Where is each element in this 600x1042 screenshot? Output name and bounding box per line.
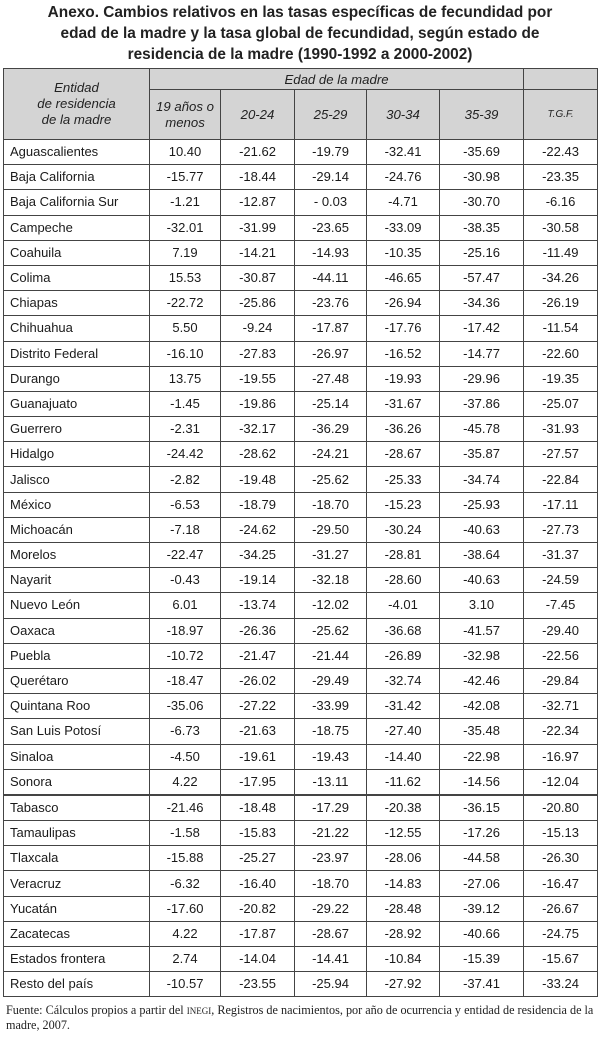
state-name-cell: Guerrero [4,417,150,442]
rate-change-cell: -16.52 [367,341,440,366]
state-name-cell: Coahuila [4,240,150,265]
age-header-line-1: 19 años o [156,98,214,114]
rate-change-cell: -10.72 [150,643,221,668]
table-row [4,719,598,744]
tgf-value-cell: -23.35 [524,165,598,190]
state-name-cell: Colima [4,265,150,290]
rate-change-cell: -32.01 [150,215,221,240]
tgf-value-cell: -24.75 [524,921,598,946]
age-header-35-39: 35-39 [440,90,524,140]
rate-change-cell: -30.87 [221,265,295,290]
rate-change-cell: -19.61 [221,744,295,769]
rate-change-cell: -25.33 [367,467,440,492]
rate-change-cell: -6.53 [150,492,221,517]
rate-change-cell: -10.84 [367,947,440,972]
rate-change-cell: -57.47 [440,265,524,290]
title-line-3: residencia de la madre (1990-1992 a 2000-2002) [127,46,473,63]
rate-change-cell: -11.62 [367,769,440,795]
rate-change-cell: -23.65 [295,215,367,240]
rate-change-cell: -14.56 [440,769,524,795]
tgf-value-cell: -11.54 [524,316,598,341]
tgf-header-top [524,69,598,90]
state-name-cell: Morelos [4,543,150,568]
rate-change-cell: -27.06 [440,871,524,896]
rate-change-cell: -29.49 [295,668,367,693]
rate-change-cell: -24.21 [295,442,367,467]
rate-change-cell: 6.01 [150,593,221,618]
source-agency: inegi [186,1003,212,1017]
entity-header-line-3: de la madre [41,112,112,127]
rate-change-cell: -12.87 [221,190,295,215]
rate-change-cell: 10.40 [150,140,221,165]
rate-change-cell: -2.82 [150,467,221,492]
tgf-value-cell: -29.84 [524,668,598,693]
rate-change-cell: 13.75 [150,366,221,391]
rate-change-cell: -42.08 [440,694,524,719]
rate-change-cell: -20.38 [367,795,440,821]
rate-change-cell: -28.92 [367,921,440,946]
table-row [4,492,598,517]
tgf-value-cell: -22.60 [524,341,598,366]
rate-change-cell: 4.22 [150,769,221,795]
rate-change-cell: -7.18 [150,517,221,542]
tgf-value-cell: -20.80 [524,795,598,821]
rate-change-cell: -14.93 [295,240,367,265]
rate-change-cell: -38.35 [440,215,524,240]
tgf-value-cell: -32.71 [524,694,598,719]
state-name-cell: Campeche [4,215,150,240]
rate-change-cell: -26.36 [221,618,295,643]
table-row [4,947,598,972]
table-row [4,896,598,921]
rate-change-cell: -17.95 [221,769,295,795]
table-row [4,240,598,265]
rate-change-cell: -21.63 [221,719,295,744]
rate-change-cell: -26.94 [367,291,440,316]
state-name-cell: San Luis Potosí [4,719,150,744]
table-row [4,517,598,542]
state-name-cell: Oaxaca [4,618,150,643]
rate-change-cell: -21.62 [221,140,295,165]
rate-change-cell: -27.92 [367,972,440,997]
rate-change-cell: -40.66 [440,921,524,946]
rate-change-cell: -32.17 [221,417,295,442]
rate-change-cell: -25.27 [221,846,295,871]
rate-change-cell: -26.97 [295,341,367,366]
tgf-value-cell: -6.16 [524,190,598,215]
rate-change-cell: -15.83 [221,821,295,846]
rate-change-cell: -34.25 [221,543,295,568]
rate-change-cell: -20.82 [221,896,295,921]
rate-change-cell: -22.47 [150,543,221,568]
rate-change-cell: -28.48 [367,896,440,921]
tgf-header: T.G.F. [524,90,598,140]
table-body [4,140,598,997]
state-name-cell: Guanajuato [4,391,150,416]
rate-change-cell: -15.39 [440,947,524,972]
rate-change-cell: -24.42 [150,442,221,467]
rate-change-cell: -28.81 [367,543,440,568]
rate-change-cell: -32.41 [367,140,440,165]
rate-change-cell: 5.50 [150,316,221,341]
rate-change-cell: - 0.03 [295,190,367,215]
rate-change-cell: -4.71 [367,190,440,215]
rate-change-cell: -17.26 [440,821,524,846]
rate-change-cell: -28.67 [367,442,440,467]
rate-change-cell: 15.53 [150,265,221,290]
rate-change-cell: -18.47 [150,668,221,693]
rate-change-cell: -13.74 [221,593,295,618]
rate-change-cell: -32.18 [295,568,367,593]
state-name-cell: Quintana Roo [4,694,150,719]
title-line-1: Anexo. Cambios relativos en las tasas específicas de fecundidad por [47,4,553,21]
table-row [4,366,598,391]
rate-change-cell: -31.42 [367,694,440,719]
rate-change-cell: -19.48 [221,467,295,492]
title-line-2: edad de la madre y la tasa global de fecundidad, según estado de [60,25,540,42]
rate-change-cell: -45.78 [440,417,524,442]
rate-change-cell: -19.93 [367,366,440,391]
rate-change-cell: -15.88 [150,846,221,871]
tgf-value-cell: -31.37 [524,543,598,568]
rate-change-cell: -16.40 [221,871,295,896]
table-row [4,165,598,190]
tgf-value-cell: -27.73 [524,517,598,542]
rate-change-cell: -38.64 [440,543,524,568]
entity-header-line-2: de residencia [37,96,116,111]
rate-change-cell: -29.50 [295,517,367,542]
rate-change-cell: -19.86 [221,391,295,416]
rate-change-cell: 3.10 [440,593,524,618]
state-name-cell: Tabasco [4,795,150,821]
rate-change-cell: -27.22 [221,694,295,719]
tgf-value-cell: -24.59 [524,568,598,593]
tgf-value-cell: -26.19 [524,291,598,316]
rate-change-cell: -15.77 [150,165,221,190]
rate-change-cell: -25.16 [440,240,524,265]
table-row [4,846,598,871]
table-row [4,215,598,240]
rate-change-cell: -4.50 [150,744,221,769]
rate-change-cell: -23.76 [295,291,367,316]
rate-change-cell: -42.46 [440,668,524,693]
table-row [4,795,598,821]
rate-change-cell: -28.60 [367,568,440,593]
tgf-value-cell: -27.57 [524,442,598,467]
tgf-value-cell: -22.34 [524,719,598,744]
tgf-value-cell: -16.97 [524,744,598,769]
rate-change-cell: -17.76 [367,316,440,341]
rate-change-cell: -17.60 [150,896,221,921]
tgf-value-cell: -16.47 [524,871,598,896]
rate-change-cell: -30.70 [440,190,524,215]
state-name-cell: Jalisco [4,467,150,492]
rate-change-cell: -32.74 [367,668,440,693]
rate-change-cell: -28.67 [295,921,367,946]
rate-change-cell: -37.41 [440,972,524,997]
rate-change-cell: -18.79 [221,492,295,517]
table-title [0,2,600,65]
table-row [4,694,598,719]
tgf-value-cell: -29.40 [524,618,598,643]
rate-change-cell: -41.57 [440,618,524,643]
rate-change-cell: -16.10 [150,341,221,366]
state-name-cell: Durango [4,366,150,391]
state-name-cell: Hidalgo [4,442,150,467]
rate-change-cell: -29.14 [295,165,367,190]
table-row [4,265,598,290]
rate-change-cell: -23.97 [295,846,367,871]
age-header-line-2: menos [165,114,205,130]
table-row [4,467,598,492]
table-row [4,568,598,593]
rate-change-cell: 4.22 [150,921,221,946]
rate-change-cell: -14.77 [440,341,524,366]
rate-change-cell: -31.67 [367,391,440,416]
rate-change-cell: -44.58 [440,846,524,871]
state-name-cell: Querétaro [4,668,150,693]
tgf-value-cell: -26.30 [524,846,598,871]
state-name-cell: Michoacán [4,517,150,542]
rate-change-cell: -34.36 [440,291,524,316]
state-name-cell: Estados frontera [4,947,150,972]
entity-header-line-1: Entidad [54,80,99,95]
rate-change-cell: -37.86 [440,391,524,416]
rate-change-cell: -25.62 [295,467,367,492]
table-row [4,871,598,896]
rate-change-cell: -17.87 [295,316,367,341]
state-name-cell: Tlaxcala [4,846,150,871]
state-name-cell: Sinaloa [4,744,150,769]
rate-change-cell: -19.43 [295,744,367,769]
rate-change-cell: -31.27 [295,543,367,568]
rate-change-cell: -46.65 [367,265,440,290]
tgf-value-cell: -12.04 [524,769,598,795]
state-name-cell: Resto del país [4,972,150,997]
rate-change-cell: -28.06 [367,846,440,871]
rate-change-cell: -18.75 [295,719,367,744]
table-row [4,921,598,946]
rate-change-cell: -29.22 [295,896,367,921]
rate-change-cell: -1.45 [150,391,221,416]
rate-change-cell: -21.46 [150,795,221,821]
tgf-value-cell: -19.35 [524,366,598,391]
rate-change-cell: -23.55 [221,972,295,997]
entity-column-header [4,69,150,140]
tgf-value-cell: -22.56 [524,643,598,668]
rate-change-cell: -10.57 [150,972,221,997]
tgf-value-cell: -11.49 [524,240,598,265]
rate-change-cell: -34.74 [440,467,524,492]
rate-change-cell: -21.22 [295,821,367,846]
rate-change-cell: -12.55 [367,821,440,846]
rate-change-cell: -15.23 [367,492,440,517]
rate-change-cell: -14.83 [367,871,440,896]
table-row [4,442,598,467]
rate-change-cell: -19.79 [295,140,367,165]
tgf-value-cell: -22.43 [524,140,598,165]
rate-change-cell: -14.40 [367,744,440,769]
rate-change-cell: -35.48 [440,719,524,744]
table-row [4,821,598,846]
rate-change-cell: -32.98 [440,643,524,668]
rate-change-cell: -25.93 [440,492,524,517]
source-note [6,1003,596,1033]
rate-change-cell: -18.70 [295,871,367,896]
state-name-cell: Baja California [4,165,150,190]
state-name-cell: Distrito Federal [4,341,150,366]
rate-change-cell: -17.87 [221,921,295,946]
tgf-value-cell: -30.58 [524,215,598,240]
rate-change-cell: -36.26 [367,417,440,442]
rate-change-cell: 7.19 [150,240,221,265]
state-name-cell: Aguascalientes [4,140,150,165]
rate-change-cell: -36.68 [367,618,440,643]
rate-change-cell: -28.62 [221,442,295,467]
rate-change-cell: -10.35 [367,240,440,265]
rate-change-cell: -36.15 [440,795,524,821]
fertility-change-table [3,68,598,997]
table-row [4,291,598,316]
rate-change-cell: -25.94 [295,972,367,997]
rate-change-cell: -12.02 [295,593,367,618]
rate-change-cell: -39.12 [440,896,524,921]
rate-change-cell: -14.04 [221,947,295,972]
table-row [4,593,598,618]
rate-change-cell: -40.63 [440,568,524,593]
age-header-25-29: 25-29 [295,90,367,140]
tgf-value-cell: -22.84 [524,467,598,492]
tgf-value-cell: -17.11 [524,492,598,517]
source-prefix: Fuente: Cálculos propios a partir del [6,1003,187,1017]
state-name-cell: Nayarit [4,568,150,593]
rate-change-cell: -17.29 [295,795,367,821]
rate-change-cell: -27.83 [221,341,295,366]
rate-change-cell: -21.47 [221,643,295,668]
rate-change-cell: -36.29 [295,417,367,442]
rate-change-cell: -2.31 [150,417,221,442]
table-row [4,668,598,693]
table-row [4,341,598,366]
rate-change-cell: -30.98 [440,165,524,190]
rate-change-cell: -30.24 [367,517,440,542]
rate-change-cell: -24.62 [221,517,295,542]
tgf-value-cell: -34.26 [524,265,598,290]
rate-change-cell: -1.58 [150,821,221,846]
rate-change-cell: -18.44 [221,165,295,190]
rate-change-cell: -35.87 [440,442,524,467]
rate-change-cell: -35.69 [440,140,524,165]
table-header [4,69,598,140]
tgf-value-cell: -31.93 [524,417,598,442]
table-row [4,391,598,416]
rate-change-cell: -18.97 [150,618,221,643]
age-header-30-34: 30-34 [367,90,440,140]
state-name-cell: Chihuahua [4,316,150,341]
age-header-19-or-less [150,90,221,140]
tgf-value-cell: -15.13 [524,821,598,846]
rate-change-cell: -24.76 [367,165,440,190]
rate-change-cell: -26.02 [221,668,295,693]
tgf-value-cell: -26.67 [524,896,598,921]
rate-change-cell: -21.44 [295,643,367,668]
rate-change-cell: -29.96 [440,366,524,391]
state-name-cell: Nuevo León [4,593,150,618]
table-row [4,744,598,769]
source-suffix: , Registros de nacimientos, por año de ocurrencia y entidad de residencia de la madre, 2007. [6,1003,594,1032]
table-row [4,543,598,568]
rate-change-cell: -19.14 [221,568,295,593]
table-row [4,643,598,668]
rate-change-cell: -13.11 [295,769,367,795]
table-row [4,190,598,215]
rate-change-cell: -26.89 [367,643,440,668]
age-header-20-24: 20-24 [221,90,295,140]
rate-change-cell: -31.99 [221,215,295,240]
tgf-value-cell: -7.45 [524,593,598,618]
rate-change-cell: -14.21 [221,240,295,265]
rate-change-cell: -33.09 [367,215,440,240]
state-name-cell: Zacatecas [4,921,150,946]
state-name-cell: Yucatán [4,896,150,921]
rate-change-cell: -25.86 [221,291,295,316]
age-group-header: Edad de la madre [150,69,524,90]
rate-change-cell: -18.70 [295,492,367,517]
tgf-value-cell: -25.07 [524,391,598,416]
rate-change-cell: -27.48 [295,366,367,391]
table-row [4,769,598,795]
table-row [4,618,598,643]
rate-change-cell: -19.55 [221,366,295,391]
rate-change-cell: -6.73 [150,719,221,744]
rate-change-cell: -6.32 [150,871,221,896]
rate-change-cell: -25.14 [295,391,367,416]
rate-change-cell: -22.98 [440,744,524,769]
rate-change-cell: -27.40 [367,719,440,744]
tgf-value-cell: -15.67 [524,947,598,972]
rate-change-cell: -25.62 [295,618,367,643]
rate-change-cell: -14.41 [295,947,367,972]
table-row [4,972,598,997]
rate-change-cell: -1.21 [150,190,221,215]
rate-change-cell: -33.99 [295,694,367,719]
rate-change-cell: -44.11 [295,265,367,290]
state-name-cell: Puebla [4,643,150,668]
rate-change-cell: -22.72 [150,291,221,316]
rate-change-cell: -35.06 [150,694,221,719]
table-row [4,417,598,442]
tgf-value-cell: -33.24 [524,972,598,997]
rate-change-cell: -40.63 [440,517,524,542]
state-name-cell: Baja California Sur [4,190,150,215]
rate-change-cell: -9.24 [221,316,295,341]
table-row [4,316,598,341]
table-row [4,140,598,165]
state-name-cell: Tamaulipas [4,821,150,846]
rate-change-cell: -0.43 [150,568,221,593]
rate-change-cell: -18.48 [221,795,295,821]
rate-change-cell: 2.74 [150,947,221,972]
state-name-cell: México [4,492,150,517]
state-name-cell: Sonora [4,769,150,795]
state-name-cell: Chiapas [4,291,150,316]
rate-change-cell: -4.01 [367,593,440,618]
rate-change-cell: -17.42 [440,316,524,341]
state-name-cell: Veracruz [4,871,150,896]
